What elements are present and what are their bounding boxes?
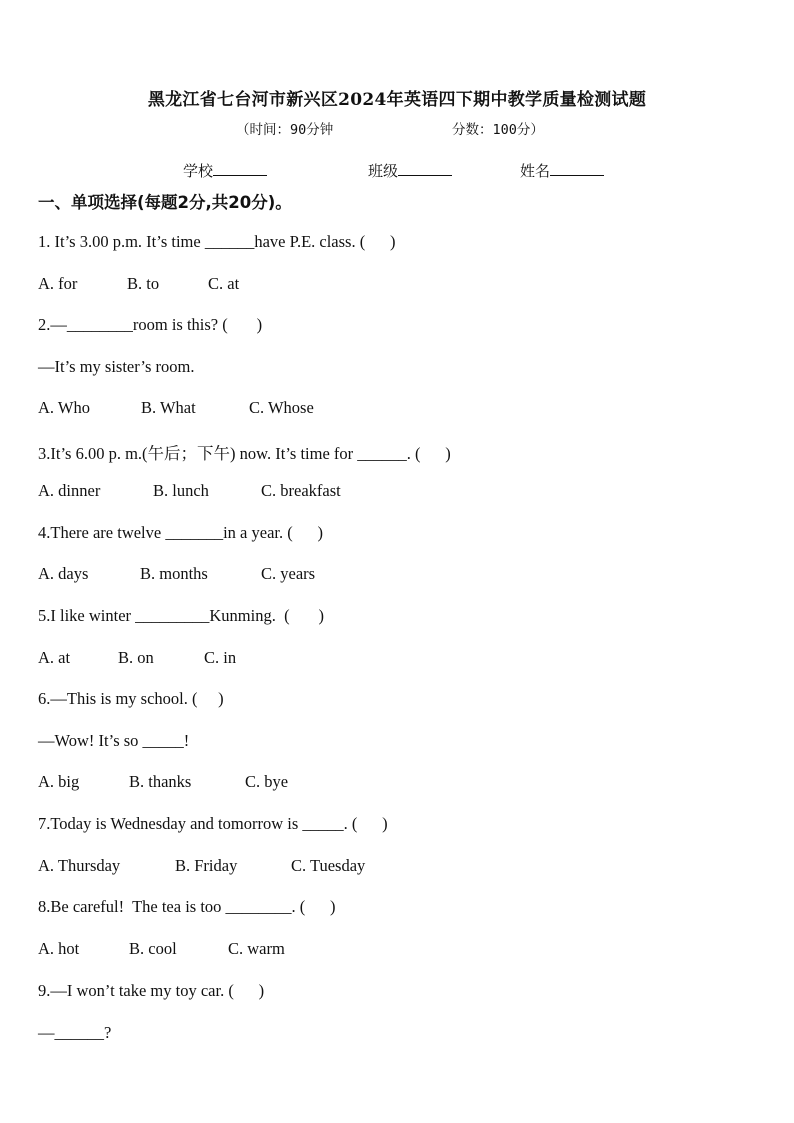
exam-time: （时间：90分钟 (236, 122, 334, 138)
question-9-reply: —______? (38, 1023, 112, 1042)
option-c: C. bye (245, 772, 289, 791)
option-a: A. Thursday (38, 856, 121, 875)
option-b: B. cool (129, 939, 177, 958)
class-blank (398, 161, 452, 176)
option-a: A. dinner (38, 481, 101, 500)
option-b: B. to (127, 274, 160, 293)
class-label: 班级 (368, 162, 399, 180)
question-6-stem: 6.—This is my school. ( ) (38, 689, 224, 708)
section-heading: 一、单项选择(每题2分,共20分)。 (38, 193, 292, 212)
option-b: B. months (140, 564, 208, 583)
option-b: B. What (141, 398, 196, 417)
question-2-stem: 2.—________room is this? ( ) (38, 315, 263, 334)
option-b: B. Friday (175, 856, 238, 875)
option-c: C. warm (228, 939, 285, 958)
question-3-stem: 3.It’s 6.00 p. m.(午后；下午) now. It’s time for ______. ( ) (38, 444, 451, 463)
option-c: C. at (208, 274, 240, 293)
option-a: A. at (38, 648, 71, 667)
school-blank (213, 161, 267, 176)
option-a: A. big (38, 772, 80, 791)
option-a: A. Who (38, 398, 90, 417)
option-c: C. in (204, 648, 237, 667)
school-label: 学校 (183, 162, 214, 180)
option-a: A. hot (38, 939, 80, 958)
question-9-stem: 9.—I won’t take my toy car. ( ) (38, 981, 265, 1000)
question-4-stem: 4.There are twelve _______in a year. ( ) (38, 523, 323, 542)
option-c: C. Whose (249, 398, 314, 417)
question-8-stem: 8.Be careful! The tea is too ________. ( ) (38, 897, 336, 916)
exam-score: 分数：100分） (452, 122, 544, 138)
option-a: A. for (38, 274, 78, 293)
option-c: C. Tuesday (291, 856, 366, 875)
name-field (520, 160, 604, 181)
question-2-reply: —It’s my sister’s room. (38, 357, 195, 376)
question-1-stem: 1. It’s 3.00 p.m. It’s time ______have P.E. class. ( ) (38, 232, 396, 251)
question-5-stem: 5.I like winter _________Kunming. ( ) (38, 606, 324, 625)
class-field (368, 160, 452, 181)
option-b: B. lunch (153, 481, 209, 500)
option-b: B. thanks (129, 772, 192, 791)
name-blank (550, 161, 604, 176)
exam-title: 黑龙江省七台河市新兴区2024年英语四下期中教学质量检测试题 (147, 90, 647, 110)
option-b: B. on (118, 648, 154, 667)
school-field (183, 160, 267, 181)
option-a: A. days (38, 564, 89, 583)
name-label: 姓名 (520, 162, 551, 180)
option-c: C. breakfast (261, 481, 341, 500)
question-6-reply: —Wow! It’s so _____! (38, 731, 190, 750)
option-c: C. years (261, 564, 316, 583)
question-7-stem: 7.Today is Wednesday and tomorrow is _____. ( ) (38, 814, 388, 833)
